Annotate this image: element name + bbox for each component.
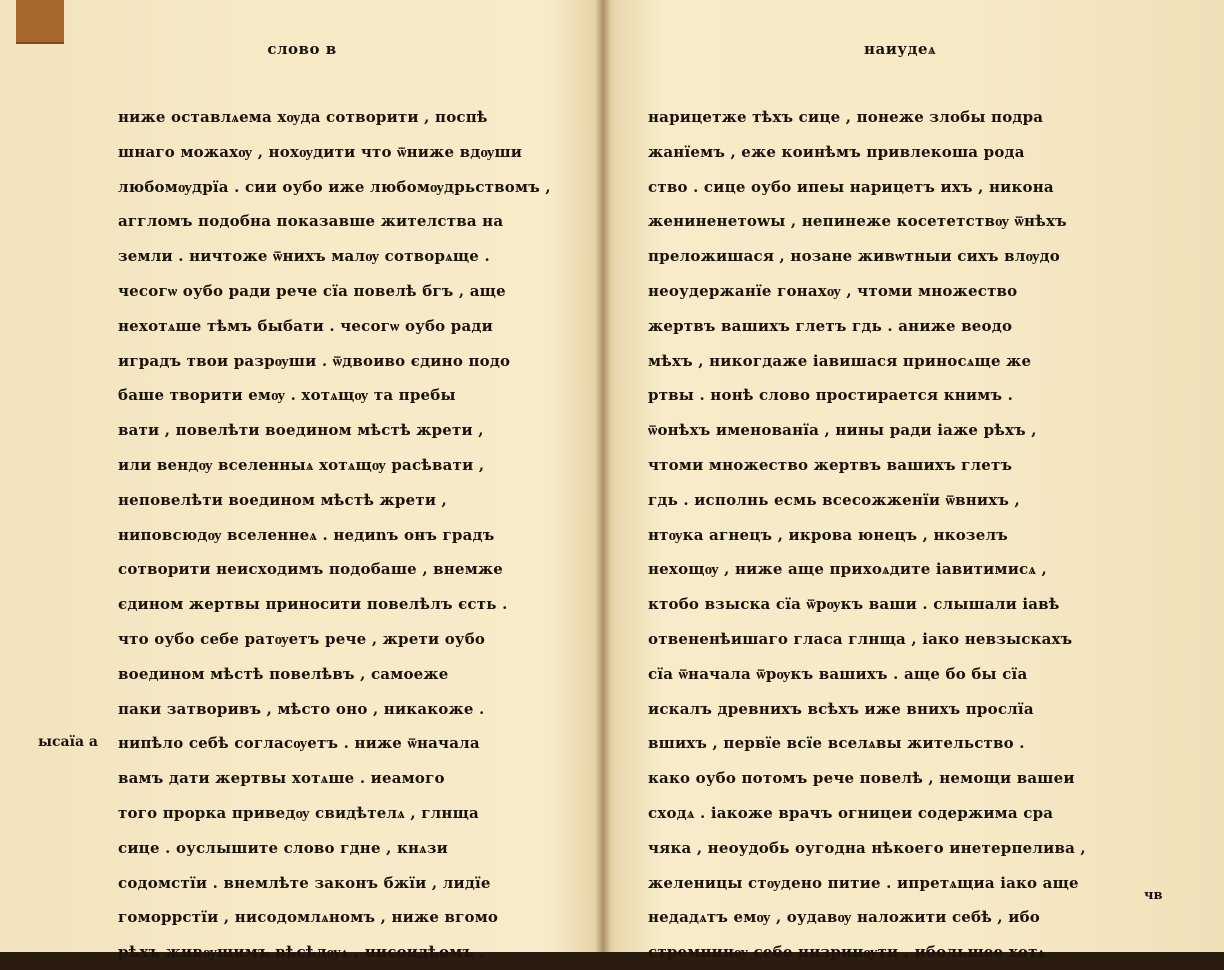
text-line: преложишася , нозане живѡтныи сихъ влѹдо	[648, 247, 1060, 266]
text-line: иградъ твои разрѹши . ѿдвоиво єдино подо	[118, 351, 511, 370]
text-line: сице . оуслышите слово гдне , кнѧзи	[118, 838, 448, 857]
text-line: вшихъ , первїе всїе вселѧвы жительство .	[648, 734, 1025, 753]
right-page-text	[648, 100, 1142, 970]
text-line: ктобо взыска сїа ѿрѹкъ ваши . слышали iавѣ	[648, 595, 1060, 614]
left-page	[0, 0, 600, 962]
text-line: ѿонѣхъ именованїа , нины ради iаже рѣхъ ,	[648, 421, 1037, 440]
text-line: чтоми множество жертвъ вашихъ глетъ	[648, 455, 1013, 474]
text-line: ниже оставлѧема хѹда сотворити , поспѣ	[118, 108, 488, 126]
text-line: неповелѣти воедином мѣстѣ жрети ,	[118, 490, 447, 509]
text-line: жертвъ вашихъ глетъ гдь . аниже веодо	[648, 316, 1013, 335]
text-line: стремнинѹ себе низринѹти . ибольшее хотѧ	[648, 943, 1046, 962]
text-line: баше творити емѹ . хотѧщѹ та пребы	[118, 386, 456, 405]
text-line: вамъ дати жертвы хотѧше . иеамого	[118, 769, 445, 788]
right-page-header: наиудеѧ	[864, 40, 936, 58]
text-line: отвененѣишаго глаcа глнща , iако невзыскахъ	[648, 629, 1073, 648]
text-line: рѣхъ живѹщимъ вѣсѣдѹѧ , нисоидѣомъ .	[118, 943, 486, 962]
text-line: нтѹка агнецъ , икрова юнецъ , нкозелъ	[648, 525, 1008, 544]
text-line: чяка , неоудобь оугодна нѣкоего инетерпелива ,	[648, 838, 1086, 857]
text-line: аггломъ подобна показавше жителства на	[118, 212, 504, 231]
text-line: вати , повелѣти воедином мѣстѣ жрети ,	[118, 421, 484, 440]
left-page-text	[118, 100, 566, 970]
text-line: како оубо потомъ рече повелѣ , немощи вашеи	[648, 769, 1075, 788]
text-line: паки затворивъ , мѣсто оно , никакоже .	[118, 699, 485, 718]
text-line: что оубо себе ратѹетъ рече , жрети оубо	[118, 629, 486, 648]
margin-note: ысаїа а	[38, 734, 98, 750]
text-line: того прорка приведѹ свидѣтелѧ , глнща	[118, 803, 479, 822]
text-line: нипѣло себѣ согласѹетъ . ниже ѿначала	[118, 734, 480, 753]
text-line: содомстїи . внемлѣте законъ бжїи , лидїе	[118, 873, 491, 892]
text-line: неоудержанїе гонахѹ , чтоми множество	[648, 281, 1018, 300]
text-line: чесогѡ оубо ради рече сїа повелѣ бгъ , аще	[118, 281, 506, 300]
text-line: нарицетже тѣхъ сице , понеже злобы подра	[648, 108, 1044, 126]
text-line: сїа ѿначала ѿрѹкъ вашихъ . аще бо бы сїа	[648, 664, 1028, 683]
page-number: чв	[1144, 888, 1163, 903]
text-line: жанїемъ , еже коинѣмъ привлекоша рода	[648, 142, 1025, 161]
text-line: сходѧ . iакоже врачъ огницеи содержима сра	[648, 803, 1054, 822]
text-line: шнаго можахѹ , нохѹдити что ѿниже вдѹши	[118, 142, 523, 161]
text-line: земли . ничтоже ѿнихъ малѹ сотворѧще .	[118, 247, 490, 266]
left-page-header: слово в	[267, 40, 337, 58]
text-line: сотворити неисходимъ подобаше , внемже	[118, 560, 504, 579]
text-line: гоморрстїи , нисодомлѧномъ , ниже вгомо	[118, 908, 499, 927]
text-line: гдь . исполнь есмь всесожженїи ѿвнихъ ,	[648, 490, 1020, 509]
text-line: недадѧтъ емѹ , оудавѹ наложити себѣ , ибо	[648, 908, 1040, 927]
text-line: или вендѹ вселенныѧ хотѧщѹ расѣвати ,	[118, 455, 485, 474]
right-page	[610, 0, 1224, 962]
text-line: мѣхъ , никогдаже iавишася приносѧще же	[648, 351, 1032, 370]
text-line: нехощѹ , ниже аще прихоѧдите iавитимисѧ ,	[648, 560, 1047, 579]
text-line: воедином мѣстѣ повелѣвъ , самоеже	[118, 664, 449, 683]
text-line: искалъ древнихъ всѣхъ иже внихъ прослїа	[648, 699, 1034, 718]
text-line: ниповсюдѹ вселеннеѧ . недиnъ онъ градъ	[118, 525, 495, 544]
text-line: єдином жертвы приносити повелѣлъ єсть .	[118, 595, 508, 614]
text-line: любомѹдрїа . сии оубо иже любомѹдрьствомъ ,	[118, 177, 551, 196]
text-line: желеницы стѹдено питие . ипретѧщиа iако аще	[648, 873, 1079, 892]
text-line: ство . сице оубо ипеы нарицетъ ихъ , никона	[648, 177, 1054, 196]
text-line: нехотѧше тѣмъ быбати . чесогѡ оубо ради	[118, 316, 493, 335]
text-line: ртвы . нонѣ слово простирается книмъ .	[648, 386, 1014, 405]
text-line: жениненетоwы , непинеже косететствѹ ѿнѣхъ	[648, 212, 1067, 231]
